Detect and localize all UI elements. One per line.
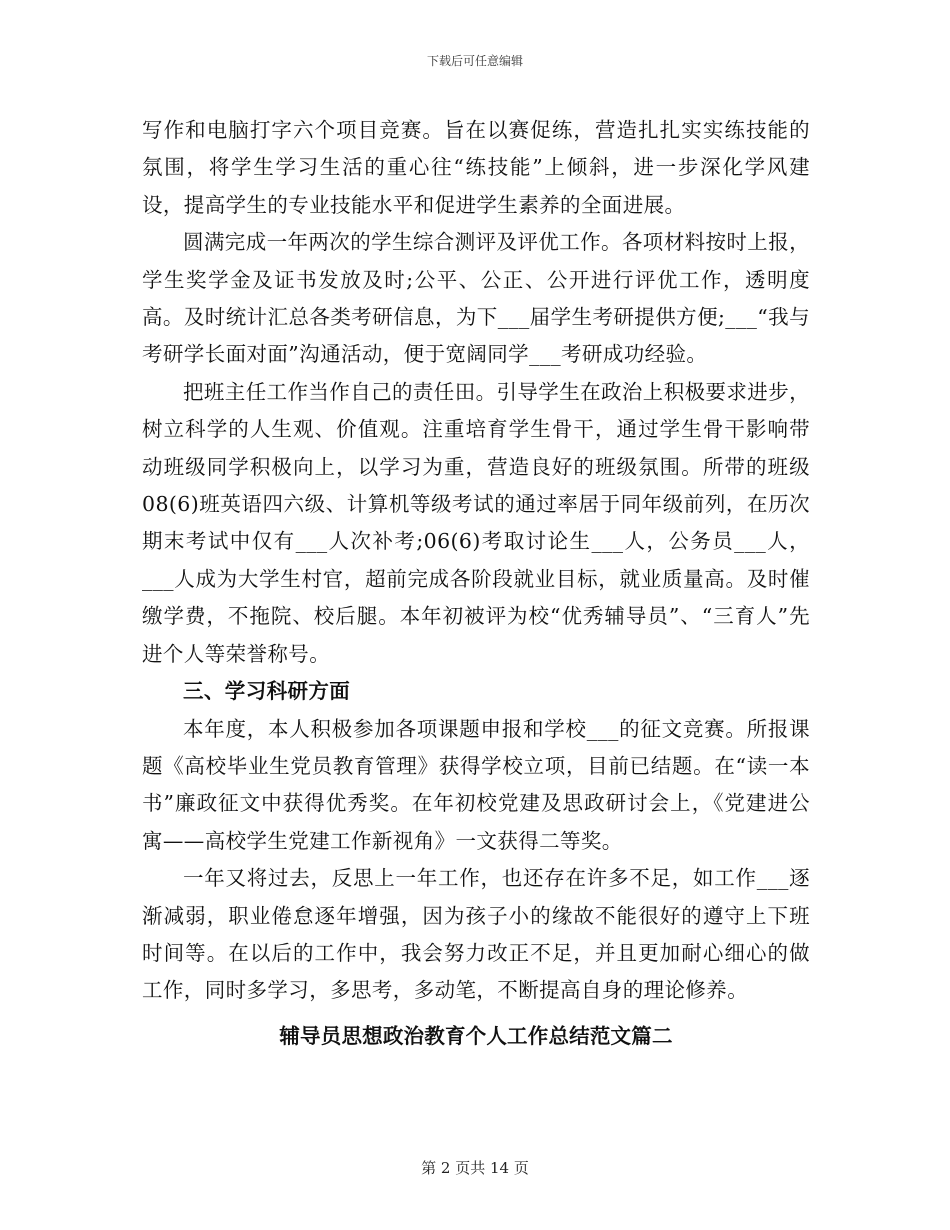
article-title: 辅导员思想政治教育个人工作总结范文篇二	[279, 1023, 673, 1048]
document-body	[142, 112, 810, 1055]
paragraph-evaluation: 圆满完成一年两次的学生综合测评及评优工作。各项材料按时上报，学生奖学金及证书发放及时;公平、公正、公开进行评优工作，透明度高。及时统计汇总各类考研信息，为下___届学生考研提供方便;___“我与考研学长面对面”沟通活动，便于宽阔同学___考研成功经验。	[142, 230, 810, 367]
paragraph-class-teacher: 把班主任工作当作自己的责任田。引导学生在政治上积极要求进步，树立科学的人生观、价值观。注重培育学生骨干，通过学生骨干影响带动班级同学积极向上，以学习为重，营造良好的班级氛围。所带的班级08(6)班英语四六级、计算机等级考试的通过率居于同年级前列，在历次期末考试中仅有___人次补考;06(6)考取讨论生___人，公务员___人，___人成为大学生村官，超前完成各阶段就业目标，就业质量高。及时催缴学费，不拖院、校后腿。本年初被评为校“优秀辅导员”、“三育人”先进个人等荣誉称号。	[142, 379, 810, 666]
paragraph-research: 本年度，本人积极参加各项课题申报和学校___的征文竞赛。所报课题《高校毕业生党员教育管理》获得学校立项，目前已结题。在“读一本书”廉政征文中获得优秀奖。在年初校党建及思政研讨会上，《党建进公寓——高校学生党建工作新视角》一文获得二等奖。	[142, 716, 810, 853]
paragraph-reflection: 一年又将过去，反思上一年工作，也还存在许多不足，如工作___逐渐减弱，职业倦怠逐年增强，因为孩子小的缘故不能很好的遵守上下班时间等。在以后的工作中，我会努力改正不足，并且更加耐心细心的做工作，同时多学习，多思考，多动笔，不断提高自身的理论修养。	[142, 866, 810, 1003]
page-header: 下载后可任意编辑	[426, 54, 523, 68]
paragraph-continuation: 写作和电脑打字六个项目竞赛。旨在以赛促练，营造扎扎实实练技能的氛围，将学生学习生活的重心往“练技能”上倾斜，进一步深化学风建设，提高学生的专业技能水平和促进学生素养的全面进展。	[142, 118, 810, 217]
section-heading: 三、学习科研方面	[183, 679, 351, 704]
page-footer: 第 2 页共 14 页	[421, 1159, 529, 1177]
